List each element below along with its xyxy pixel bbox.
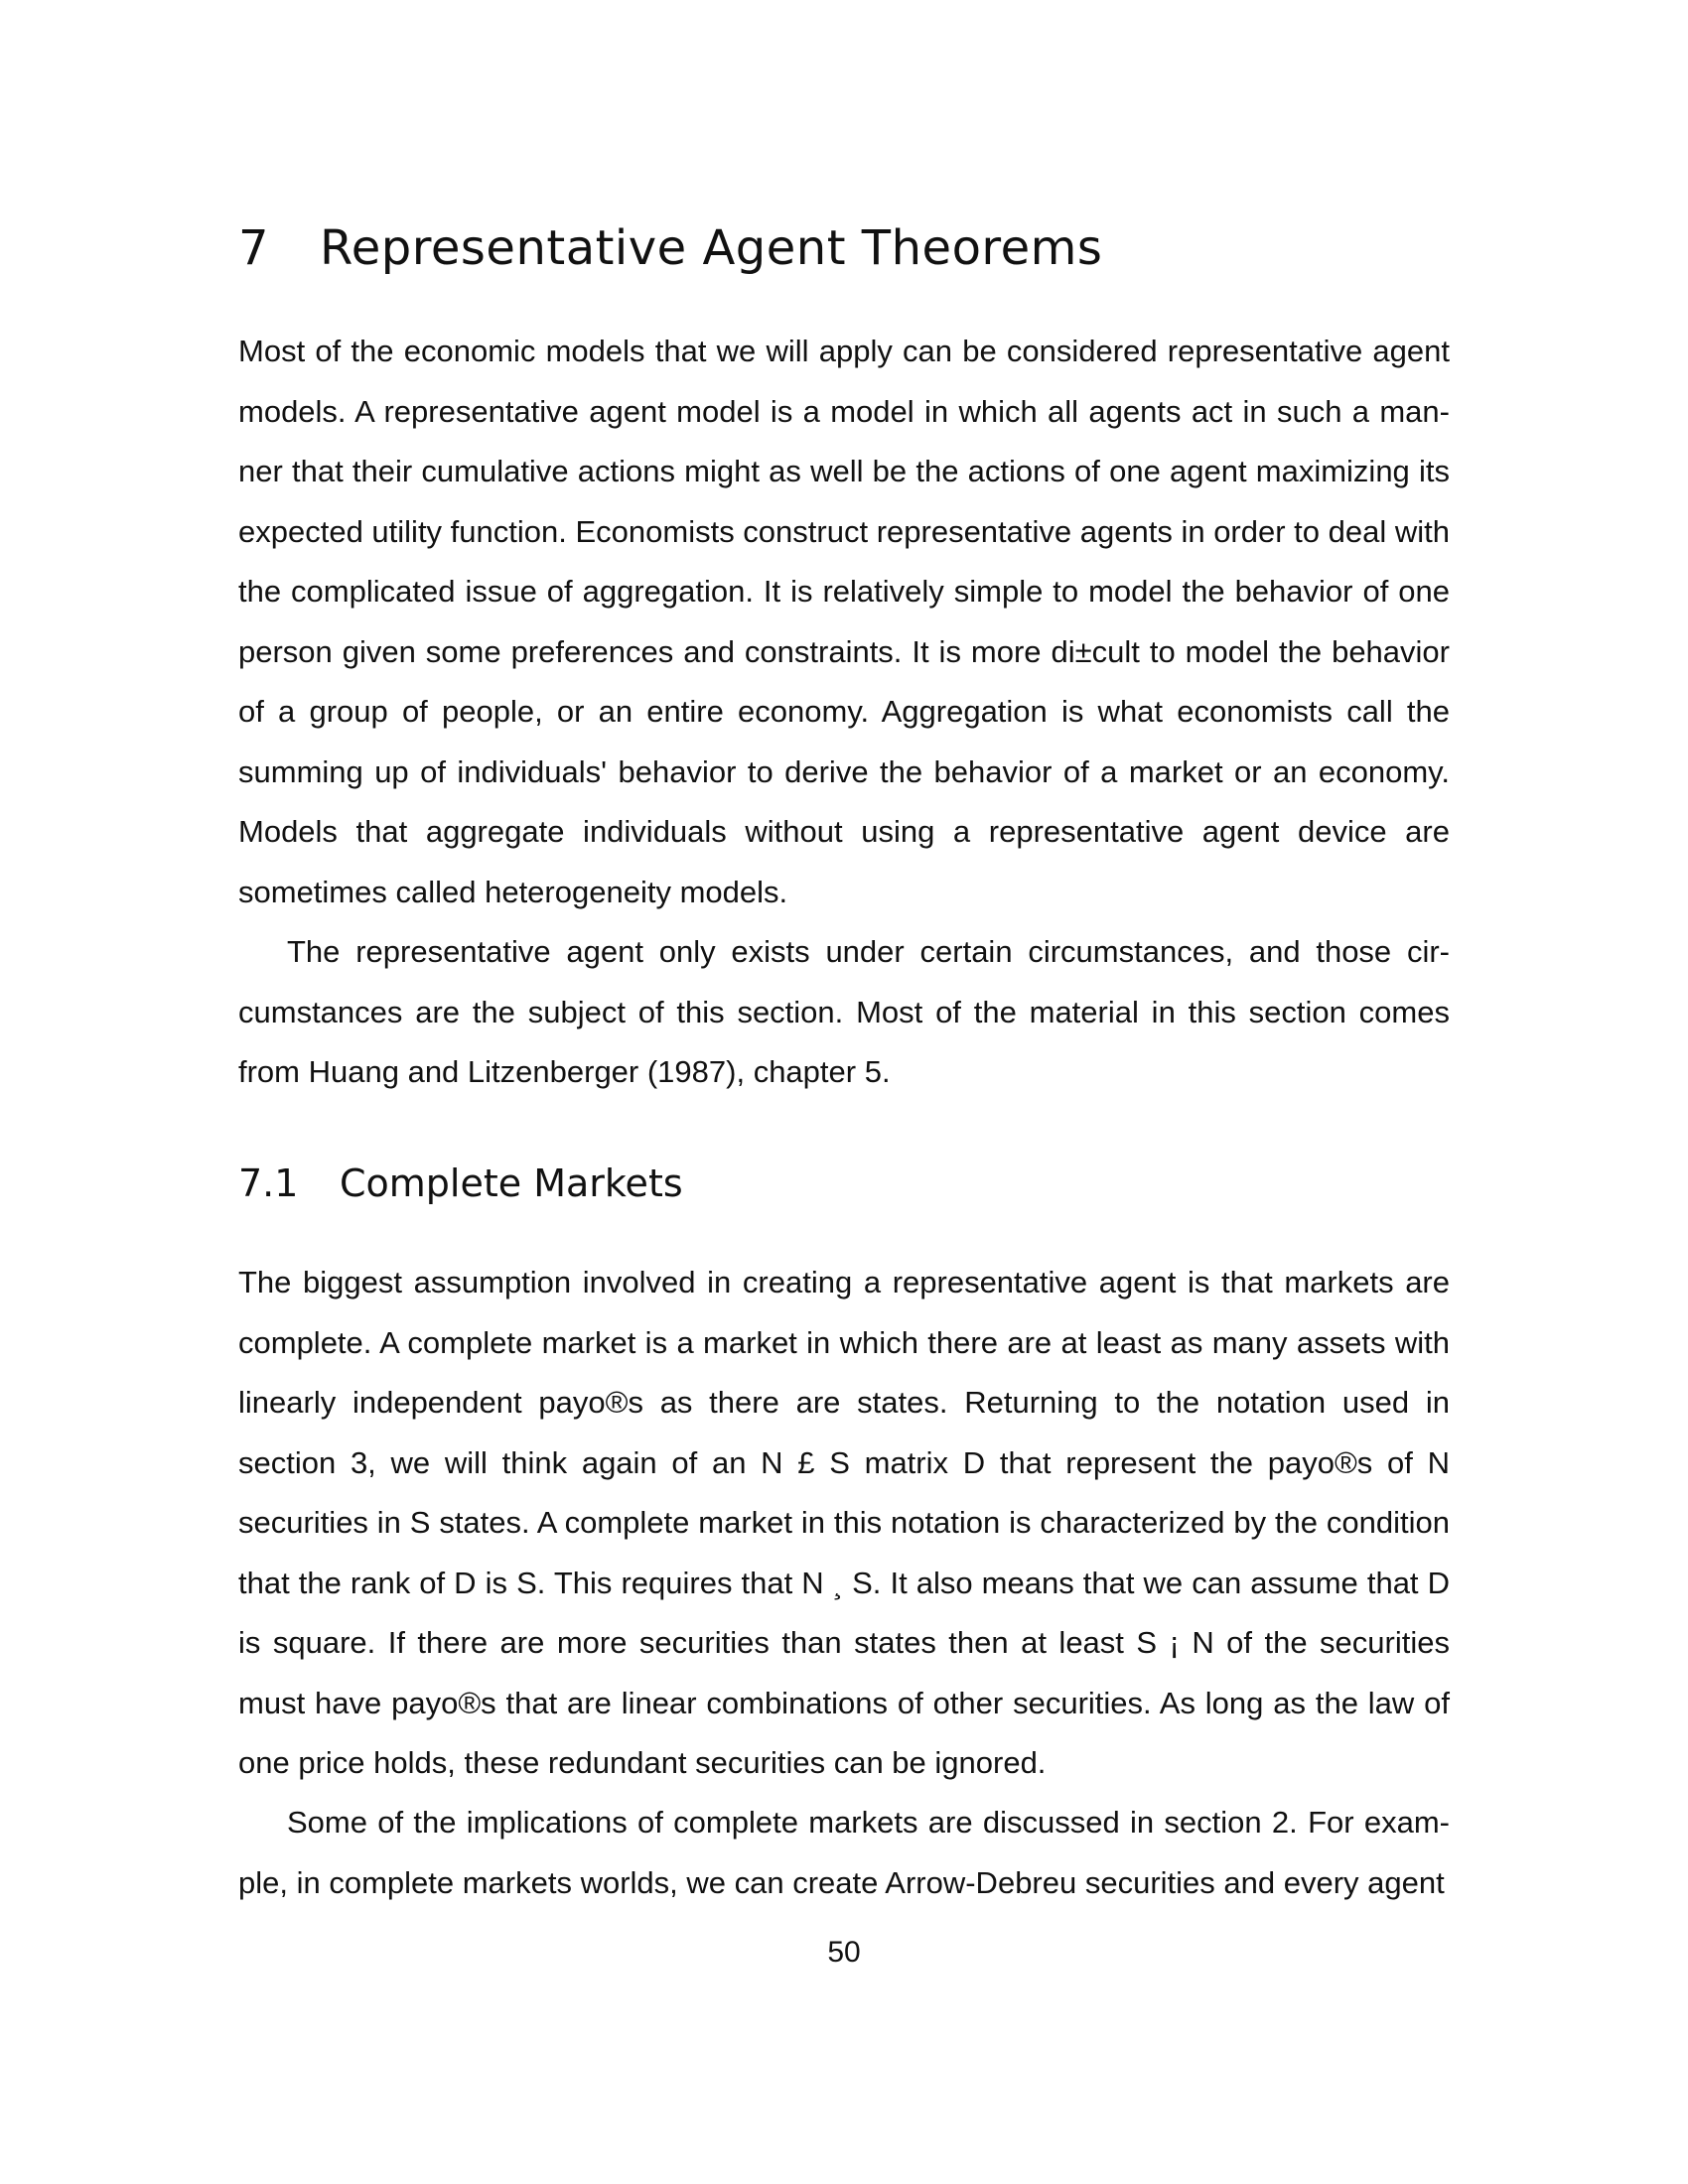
paragraph-complete-markets: The biggest assumption involved in creating a representative agent is that markets are complete. A complete market is a market in which there are at least as many assets with linearly independent payo®s as there are states. Returning to the notation used in section 3, we will think again of an N £ S matrix D that represent the payo®s of N securities in S states. A complete market in this notation is characterized by the condition that the rank of D is S. This requires that N ¸ S. It also means that we can assume that D is square. If there are more securities than states then at least S ¡ N of the securities must have payo®s that are linear combinations of other securities. As long as the law of one price holds, these redundant securities can be ignored. bbox=[238, 1265, 1450, 1780]
chapter-number: 7 bbox=[238, 220, 270, 276]
paragraph-intro: Most of the economic models that we will apply can be considered representative agent models. A representative agent model is a model in which all agents act in such a manner that their cumulative actions might as well be the actions of one agent maximizing its expected utility function. Economists construct representative agents in order to deal with the complicated issue of aggregation. It is relatively simple to model the behavior of one person given some preferences and constraints. It is more di±cult to model the behavior of a group of people, or an entire economy. Aggregation is what economists call the summing up of individuals' behavior to derive the behavior of a market or an economy. Models that aggregate individuals without using a representative agent device are sometimes called heterogeneity models. bbox=[238, 334, 1450, 909]
chapter-heading bbox=[238, 220, 1102, 276]
section-title: Complete Markets bbox=[340, 1161, 683, 1205]
section-heading bbox=[238, 1161, 683, 1205]
page-number: 50 bbox=[827, 1936, 861, 1969]
paragraph-implications: Some of the implications of complete markets are discussed in section 2. For example, in complete markets worlds, we can create Arrow-Debreu securities and every agent bbox=[238, 1805, 1450, 1900]
chapter-title: Representative Agent Theorems bbox=[320, 220, 1103, 276]
section-number: 7.1 bbox=[238, 1161, 299, 1205]
document-page bbox=[238, 0, 1450, 2184]
paragraph-scope: The representative agent only exists under certain circumstances, and those circumstances are the subject of this section. Most of the material in this section comes from Huang and Litzenberger (1987), chapter 5. bbox=[238, 934, 1450, 1089]
